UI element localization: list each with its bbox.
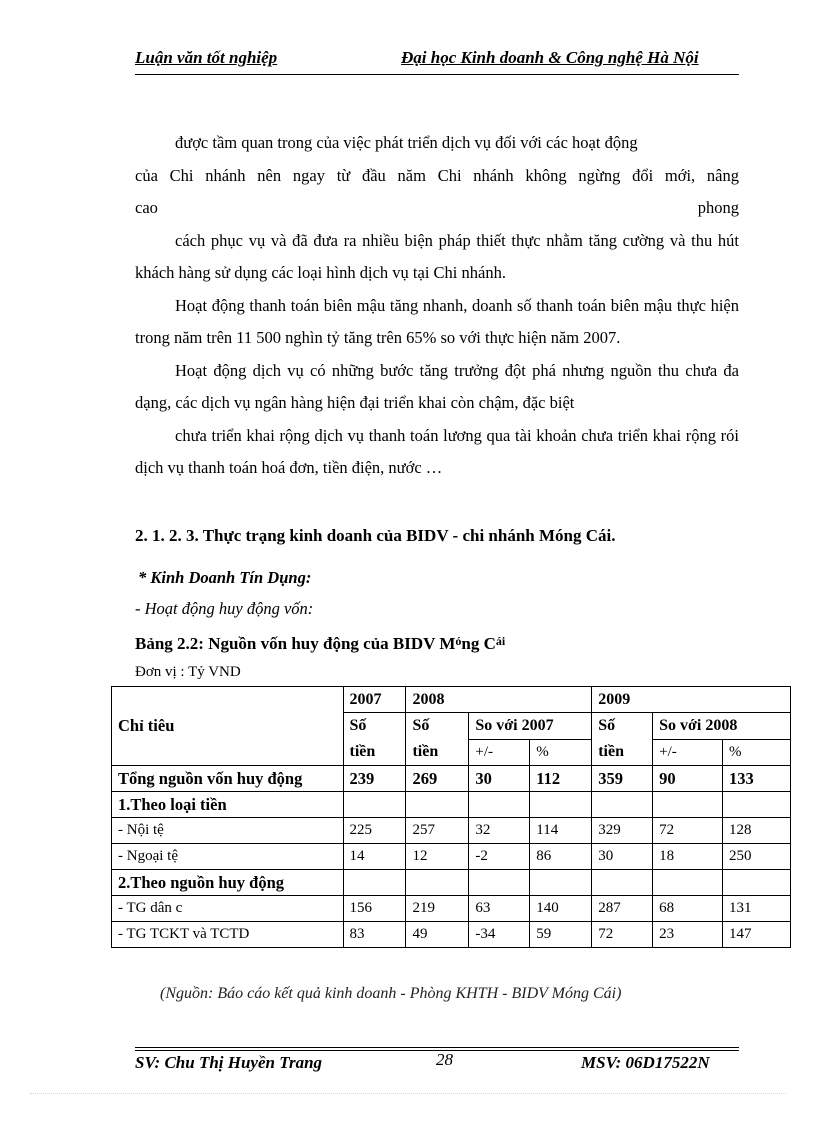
- cell: 156: [343, 896, 406, 922]
- cell: 250: [723, 844, 791, 870]
- cell: 83: [343, 922, 406, 948]
- footer-msv: MSV: 06D17522N: [581, 1053, 710, 1072]
- table-row-group-currency: [112, 792, 791, 818]
- cell: 329: [592, 818, 653, 844]
- cell: [469, 792, 530, 818]
- col-label-header: Chỉ tiêu: [112, 687, 344, 766]
- cell: 23: [653, 922, 723, 948]
- cell: [406, 792, 469, 818]
- cell: [653, 870, 723, 896]
- page-number: 28: [436, 1050, 453, 1069]
- caption-main: Bảng 2.2: Nguồn vốn huy động của BIDV M: [135, 634, 456, 653]
- subheading-credit: * Kinh Doanh Tín Dụng:: [138, 568, 312, 587]
- so-voi-2007-header: So với 2007: [469, 713, 592, 740]
- cell: [592, 870, 653, 896]
- table-unit: Đơn vị : Tỷ VND: [135, 664, 241, 680]
- cell: 86: [530, 844, 592, 870]
- caption-tail: ng C: [461, 634, 496, 653]
- cell: 140: [530, 896, 592, 922]
- so-tien-2008-bottom: tiền: [412, 743, 439, 760]
- cell: 112: [530, 766, 592, 792]
- so-voi-2008-header: So với 2008: [653, 713, 791, 740]
- so-tien-2007: [343, 713, 406, 766]
- paragraph-4: Hoạt động dịch vụ có những bước tăng trưởng đột phá nhưng nguồn thu chưa đa dạng, các dịch vụ ngân hàng hiện đại triển khai còn chậm, đặc biệt: [135, 360, 739, 412]
- cell: 30: [469, 766, 530, 792]
- cell: 131: [723, 896, 791, 922]
- cell: 63: [469, 896, 530, 922]
- row-label: - TG TCKT và TCTD: [112, 922, 344, 948]
- paragraph-1-line-2: của Chi nhánh nên ngay từ đầu năm Chi nhánh không ngừng đổi mới, nâng: [135, 165, 739, 185]
- cell: -34: [469, 922, 530, 948]
- cell: 219: [406, 896, 469, 922]
- year-2008-header: 2008: [406, 687, 592, 713]
- header-left: Luận văn tốt nghiệp: [135, 48, 278, 67]
- cell: [343, 792, 406, 818]
- cell: 90: [653, 766, 723, 792]
- cell: 72: [653, 818, 723, 844]
- cell: 68: [653, 896, 723, 922]
- cell: 32: [469, 818, 530, 844]
- subheading-capital: - Hoạt động huy động vốn:: [135, 599, 314, 618]
- percent-2009: %: [723, 739, 791, 766]
- row-label: - Ngoại tệ: [112, 844, 344, 870]
- plus-minus-2009: +/-: [653, 739, 723, 766]
- cell: 257: [406, 818, 469, 844]
- footer-rule-1: [135, 1047, 739, 1048]
- source-note: (Nguồn: Báo cáo kết quả kinh doanh - Phòng KHTH - BIDV Móng Cái): [160, 985, 622, 1002]
- cell: 12: [406, 844, 469, 870]
- cell: 18: [653, 844, 723, 870]
- paragraph-5: chưa triển khai rộng dịch vụ thanh toán lương qua tài khoản chưa triển khai rộng rói dịch vụ thanh toán hoá đơn, tiền điện, nước …: [135, 425, 739, 477]
- cell: 128: [723, 818, 791, 844]
- table-row-group-source: [112, 870, 791, 896]
- cell: 359: [592, 766, 653, 792]
- table-row: [112, 844, 791, 870]
- cell: 14: [343, 844, 406, 870]
- table-row: [112, 818, 791, 844]
- cell: 147: [723, 922, 791, 948]
- cell: 114: [530, 818, 592, 844]
- cell: [723, 792, 791, 818]
- caption-sup: ó: [455, 634, 462, 648]
- so-tien-2008: [406, 713, 469, 766]
- percent-2008: %: [530, 739, 592, 766]
- cell: [530, 870, 592, 896]
- plus-minus-2008: +/-: [469, 739, 530, 766]
- cell: [653, 792, 723, 818]
- cell: 287: [592, 896, 653, 922]
- section-title: 2. 1. 2. 3. Thực trạng kinh doanh của BIDV - chi nhánh Móng Cái.: [135, 526, 616, 545]
- cell: [530, 792, 592, 818]
- page-edge-dots: [30, 1093, 786, 1094]
- cell: 49: [406, 922, 469, 948]
- year-2009-header: 2009: [592, 687, 791, 713]
- cell: 239: [343, 766, 406, 792]
- cell: 30: [592, 844, 653, 870]
- row-label: 1.Theo loại tiền: [112, 792, 344, 818]
- so-tien-2007-top: Số: [349, 717, 367, 734]
- cell: [723, 870, 791, 896]
- capital-table: [111, 686, 791, 948]
- so-tien-2009-top: Số: [598, 717, 616, 734]
- cell: -2: [469, 844, 530, 870]
- caption-sup-2: ái: [495, 634, 506, 648]
- table-row-total: [112, 766, 791, 792]
- paragraph-3: Hoạt động thanh toán biên mậu tăng nhanh, doanh số thanh toán biên mậu thực hiện trong năm trên 11 500 nghìn tỷ tăng trên 65% so với thực hiện năm 2007.: [135, 295, 739, 347]
- cell: 225: [343, 818, 406, 844]
- cell: 59: [530, 922, 592, 948]
- so-tien-2009: [592, 713, 653, 766]
- paragraph-1-line-1: được tầm quan trong của việc phát triển dịch vụ đối với các hoạt động: [175, 133, 638, 152]
- table-header-row-1: [112, 687, 791, 713]
- paragraph-2: cách phục vụ và đã đưa ra nhiều biện pháp thiết thực nhằm tăng cường và thu hút khách hàng sử dụng các loại hình dịch vụ tại Chi nhánh.: [135, 230, 739, 282]
- paragraph-1-line-3: cao phong: [135, 198, 739, 217]
- cell: [592, 792, 653, 818]
- row-label: Tổng nguồn vốn huy động: [112, 766, 344, 792]
- row-label: - TG dân c: [112, 896, 344, 922]
- cell: [469, 870, 530, 896]
- cell: 269: [406, 766, 469, 792]
- cell: [406, 870, 469, 896]
- so-tien-2007-bottom: tiền: [349, 743, 376, 760]
- year-2007-header: 2007: [343, 687, 406, 713]
- table-caption: [135, 634, 505, 654]
- row-label: 2.Theo nguồn huy động: [112, 870, 344, 896]
- so-tien-2008-top: Số: [412, 717, 430, 734]
- body-text: [135, 127, 739, 485]
- header-right: Đại học Kinh doanh & Công nghệ Hà Nội: [401, 48, 699, 67]
- cell: 133: [723, 766, 791, 792]
- row-label: - Nội tệ: [112, 818, 344, 844]
- table-row: [112, 896, 791, 922]
- footer-student: SV: Chu Thị Huyền Trang: [135, 1053, 323, 1072]
- cell: [343, 870, 406, 896]
- header-rule: [135, 74, 739, 75]
- so-tien-2009-bottom: tiền: [598, 743, 624, 760]
- cell: 72: [592, 922, 653, 948]
- table-row: [112, 922, 791, 948]
